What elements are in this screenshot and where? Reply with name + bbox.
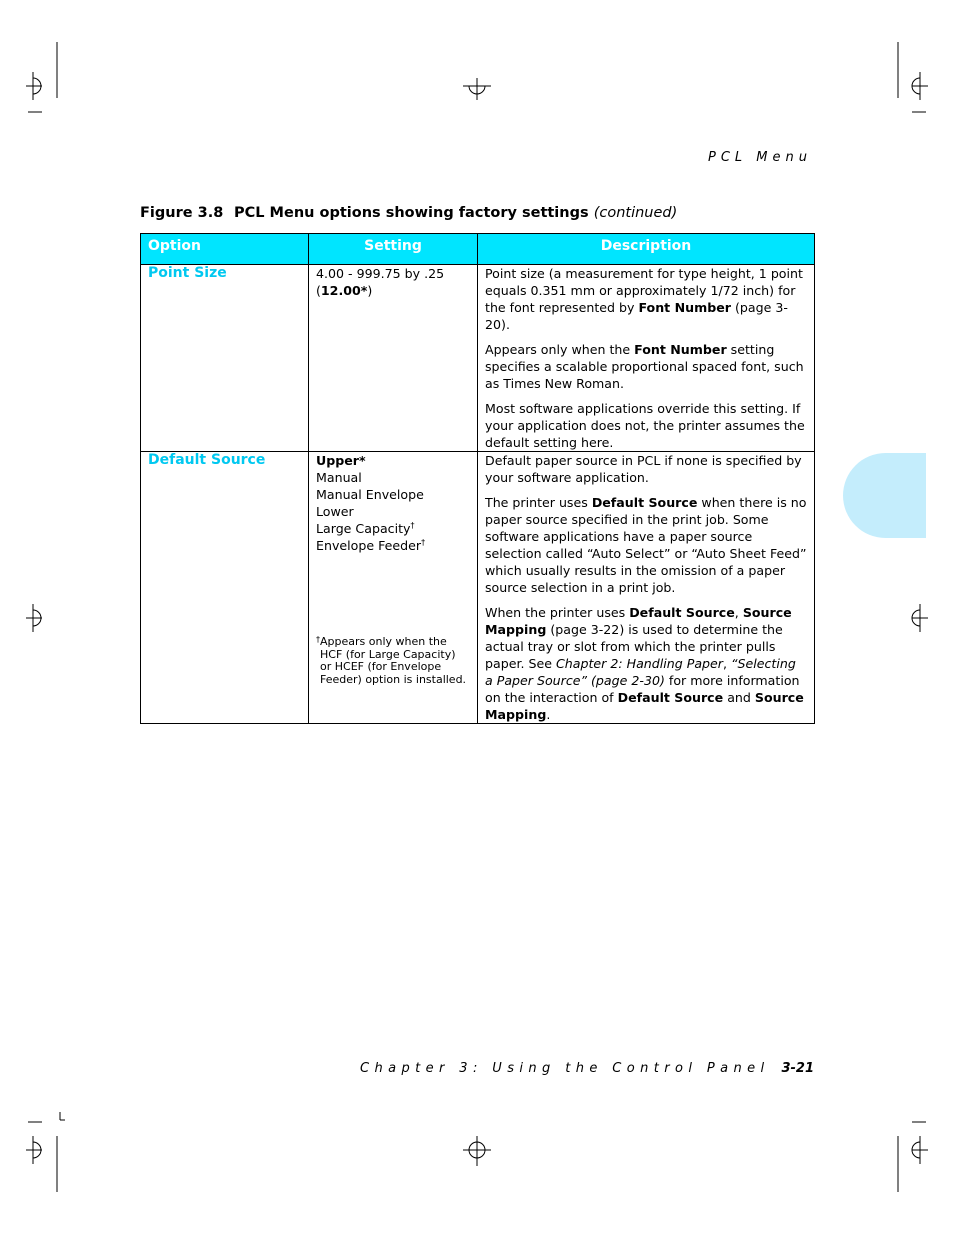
- menu-ref-source-mapping: Source Mapping: [485, 605, 792, 637]
- setting-options-list: [316, 452, 470, 554]
- setting-range: 4.00 - 999.75 by .25: [316, 266, 445, 281]
- footer-chapter-title: Chapter 3: Using the Control Panel: [360, 1061, 770, 1076]
- header-description: Description: [478, 234, 815, 265]
- running-head: PCL Menu: [708, 150, 812, 165]
- setting-default-line: [316, 282, 470, 299]
- setting-option: [316, 520, 470, 537]
- table-header-row: [141, 234, 815, 265]
- text-run: When the printer uses: [485, 605, 630, 620]
- chapter-thumb-tab: [843, 453, 926, 538]
- description-paragraph: [485, 341, 807, 392]
- option-point-size: Point Size: [141, 265, 309, 452]
- text-run: ,: [722, 656, 731, 671]
- menu-ref-source-mapping: Source Mapping: [485, 690, 804, 722]
- setting-default-value: 12.00*: [320, 283, 368, 298]
- figure-title: PCL Menu options showing factory settings: [234, 205, 589, 221]
- figure-caption: [140, 205, 677, 221]
- option-default-source: Default Source: [141, 452, 309, 724]
- text-run: setting specifies a scalable proportional spaced font, such as Times New Roman.: [485, 342, 804, 391]
- dagger-mark: †: [410, 520, 415, 530]
- section-ref: “Selecting a Paper Source” (page 2-30): [485, 656, 796, 688]
- menu-ref-default-source: Default Source: [591, 495, 698, 510]
- text-run: (page 3-22) is used to determine the actual tray or slot from which the printer pulls paper. See: [485, 622, 783, 671]
- pcl-menu-table: [140, 233, 815, 724]
- text-run: Point size (a measurement for type height, 1 point equals 0.351 mm or approximately 1/72 inch) for the font represented by: [485, 266, 803, 315]
- setting-option-label: Large Capacity: [316, 521, 411, 536]
- description-paragraph: [485, 265, 807, 333]
- figure-number: Figure 3.8: [140, 205, 224, 221]
- text-run: (page 3-20).: [485, 300, 788, 332]
- menu-ref-font-number: Font Number: [634, 342, 727, 357]
- paren-open: (: [316, 283, 321, 298]
- description-paragraph: [485, 494, 807, 596]
- footnote: [316, 636, 470, 686]
- header-setting: Setting: [309, 234, 478, 265]
- text-run: Appears only when the: [485, 342, 635, 357]
- text-run: .: [546, 707, 551, 722]
- table-row: [141, 452, 815, 724]
- header-option: Option: [141, 234, 309, 265]
- text-run: The printer uses: [485, 495, 592, 510]
- description-paragraph: [485, 604, 807, 723]
- text-run: for more information on the interaction of: [485, 673, 800, 705]
- text-run: and: [723, 690, 755, 705]
- footer-page-number: 3-21: [781, 1061, 814, 1076]
- footnote-text: Appears only when the HCF (for Large Capacity) or HCEF (for Envelope Feeder) option is installed.: [320, 635, 467, 686]
- setting-option-label: Envelope Feeder: [316, 538, 422, 553]
- setting-option: Upper*: [316, 453, 366, 468]
- setting-point-size: [309, 265, 478, 452]
- description-paragraph: Most software applications override this setting. If your application does not, the printer assumes the default setting here.: [485, 401, 805, 450]
- setting-option: Manual Envelope: [316, 487, 424, 502]
- description-point-size: [478, 265, 815, 452]
- text-run: ,: [734, 605, 743, 620]
- text-run: when there is no paper source specified in the print job. Some software applications have a paper source selection called “Auto Select” or “Auto Sheet Feed” which usually results in the omission of a paper source selection in a print job.: [485, 495, 807, 595]
- description-paragraph: Default paper source in PCL if none is specified by your software application.: [485, 453, 802, 485]
- table-row: [141, 265, 815, 452]
- chapter-ref: Chapter 2: Handling Paper: [555, 656, 723, 671]
- menu-ref-default-source: Default Source: [617, 690, 724, 705]
- setting-option: Manual: [316, 470, 362, 485]
- menu-ref-default-source: Default Source: [629, 605, 735, 620]
- setting-default-source: [309, 452, 478, 724]
- dagger-mark: †: [421, 537, 426, 547]
- dagger-mark: †: [316, 635, 320, 644]
- description-default-source: [478, 452, 815, 724]
- setting-option: [316, 537, 470, 554]
- paren-close: ): [367, 283, 373, 298]
- figure-continued: (continued): [593, 205, 678, 221]
- menu-ref-font-number: Font Number: [638, 300, 731, 315]
- setting-option: Lower: [316, 504, 354, 519]
